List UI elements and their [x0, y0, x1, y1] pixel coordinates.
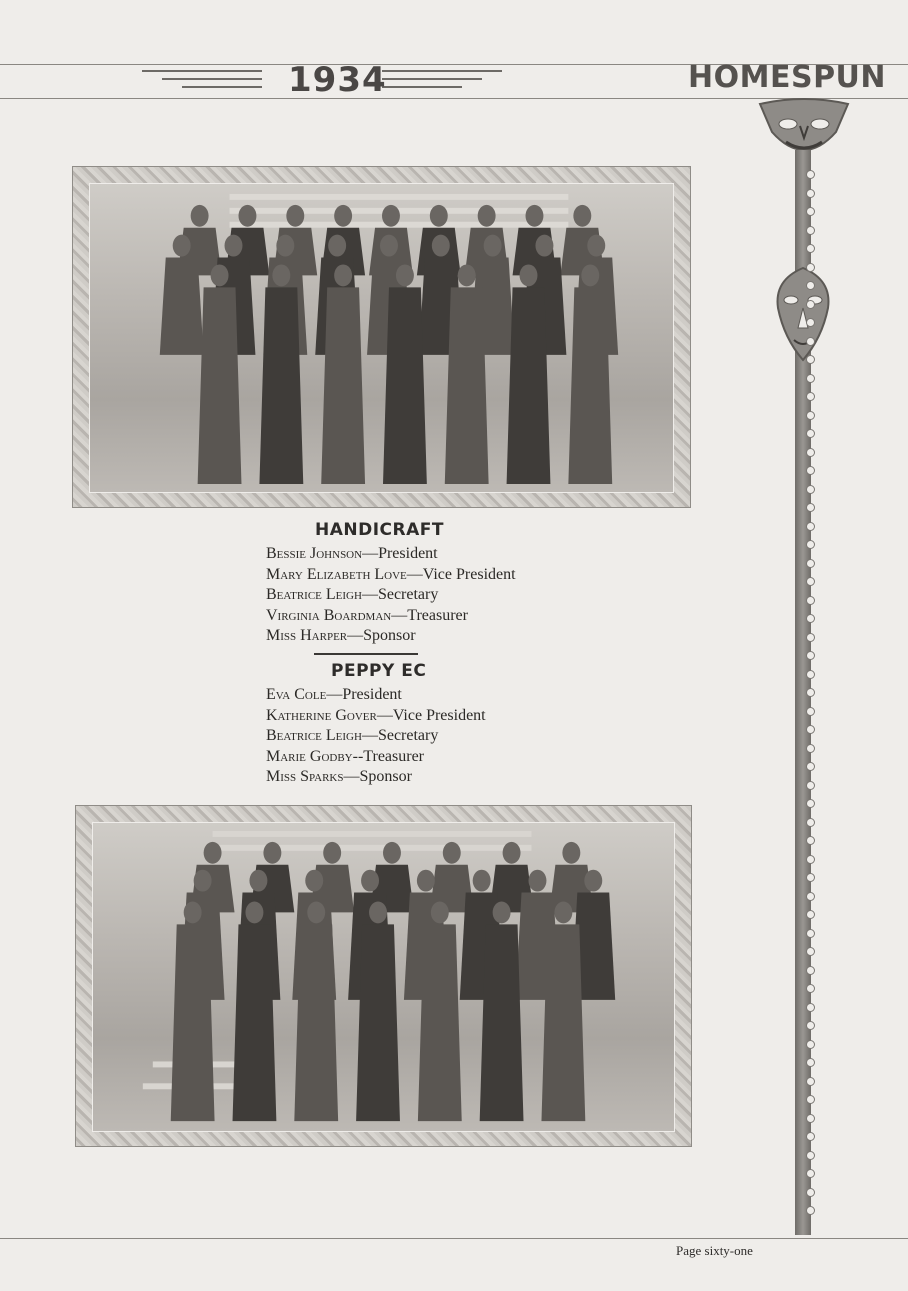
officer-entry	[266, 767, 486, 788]
bead-ornament	[806, 263, 815, 272]
officer-role: Sponsor	[359, 768, 412, 786]
bead-ornament	[806, 725, 815, 734]
person-silhouette	[382, 205, 400, 227]
bead-ornament	[806, 762, 815, 771]
officer-entry	[266, 706, 486, 727]
person-silhouette	[431, 901, 449, 923]
officer-separator: —	[391, 606, 408, 624]
bead-ornament	[806, 781, 815, 790]
peppy-ec-group-photo	[75, 805, 692, 1147]
person-silhouette	[493, 901, 511, 923]
officer-separator: —	[376, 706, 393, 724]
person-silhouette	[480, 924, 524, 1121]
officer-name: Eva Cole	[266, 686, 327, 703]
bead-ornament	[806, 318, 815, 327]
bead-ornament	[806, 1132, 815, 1141]
person-silhouette	[233, 924, 277, 1121]
officer-entry	[266, 626, 516, 647]
bead-ornament	[806, 966, 815, 975]
totem-face-icon	[772, 266, 834, 362]
bead-ornament	[806, 947, 815, 956]
officer-role: Secretary	[377, 586, 439, 604]
person-silhouette	[430, 205, 448, 227]
officer-name: Marie Godby	[266, 747, 353, 765]
photo-silhouettes	[90, 184, 673, 492]
bead-ornament	[806, 688, 815, 697]
bead-ornament	[806, 170, 815, 179]
bead-ornament	[806, 300, 815, 309]
bead-ornament	[806, 1040, 815, 1049]
bead-ornament	[806, 744, 815, 753]
officer-name: Bessie Johnson	[266, 545, 363, 562]
bead-ornament	[806, 355, 815, 364]
person-silhouette	[573, 205, 591, 227]
officer-role: Vice President	[392, 706, 486, 724]
header-stripe	[182, 86, 262, 88]
person-silhouette	[396, 264, 414, 286]
person-silhouette	[361, 870, 379, 892]
officer-separator: —	[347, 627, 364, 645]
officer-name: Miss Sparks	[266, 768, 344, 786]
bead-ornament	[806, 633, 815, 642]
bead-ornament	[806, 281, 815, 290]
person-silhouette	[554, 901, 572, 923]
person-silhouette	[380, 235, 398, 257]
bead-ornament	[806, 466, 815, 475]
bead-ornament	[806, 1114, 815, 1123]
bead-ornament	[806, 707, 815, 716]
officer-name: Miss Harper	[266, 627, 348, 645]
officer-name: Mary Elizabeth Love	[266, 565, 407, 583]
bead-ornament	[806, 337, 815, 346]
bead-ornament	[806, 910, 815, 919]
page-number: Page sixty-one	[676, 1243, 753, 1258]
bead-ornament	[806, 1095, 815, 1104]
officer-separator: —	[343, 768, 360, 786]
person-silhouette	[263, 842, 281, 864]
person-silhouette	[535, 235, 553, 257]
bead-ornament	[806, 929, 815, 938]
bead-ornament	[806, 374, 815, 383]
person-silhouette	[562, 842, 580, 864]
person-silhouette	[473, 870, 491, 892]
person-silhouette	[418, 924, 462, 1121]
handicraft-group-photo	[72, 166, 691, 508]
person-silhouette	[272, 264, 290, 286]
person-silhouette	[445, 287, 489, 484]
photo-image	[92, 822, 675, 1132]
header-stripe	[382, 78, 482, 80]
bead-ornament	[806, 670, 815, 679]
person-silhouette	[526, 205, 544, 227]
header-stripe	[162, 78, 262, 80]
person-silhouette	[507, 287, 551, 484]
person-silhouette	[432, 235, 450, 257]
section-divider	[314, 653, 418, 655]
officer-entry	[266, 726, 486, 747]
officer-entry	[266, 544, 516, 565]
bead-ornament	[806, 503, 815, 512]
officer-entry	[266, 685, 486, 706]
person-silhouette	[276, 235, 294, 257]
bead-ornament	[806, 1206, 815, 1215]
person-silhouette	[587, 235, 605, 257]
bead-ornament	[806, 522, 815, 531]
bead-ornament	[806, 448, 815, 457]
bead-ornament	[806, 577, 815, 586]
person-silhouette	[328, 235, 346, 257]
officer-name: Katherine Gover	[266, 706, 377, 724]
bead-ornament	[806, 836, 815, 845]
person-silhouette	[307, 901, 325, 923]
bead-ornament	[806, 1003, 815, 1012]
photo-silhouettes	[93, 823, 674, 1131]
bead-ornament	[806, 1188, 815, 1197]
person-silhouette	[321, 287, 365, 484]
footer-rule	[0, 1238, 908, 1239]
header-year: 1934	[288, 60, 387, 100]
officer-entry	[266, 565, 516, 586]
person-silhouette	[204, 842, 222, 864]
handicraft-officer-list	[266, 544, 516, 647]
bead-ornament	[806, 207, 815, 216]
officer-separator: —	[362, 545, 379, 562]
person-silhouette	[334, 264, 352, 286]
bead-ornament	[806, 559, 815, 568]
bead-ornament	[806, 855, 815, 864]
header-stripe	[382, 70, 502, 72]
person-silhouette	[458, 264, 476, 286]
person-silhouette	[171, 924, 215, 1121]
person-silhouette	[478, 205, 496, 227]
person-silhouette	[584, 870, 602, 892]
bead-ornament	[806, 799, 815, 808]
officer-separator: —	[326, 686, 343, 703]
bead-ornament	[806, 392, 815, 401]
officer-name: Virginia Boardman	[266, 606, 392, 624]
person-silhouette	[581, 264, 599, 286]
bead-ornament	[806, 226, 815, 235]
officer-role: Treasurer	[407, 606, 468, 624]
officer-separator: —	[361, 727, 378, 745]
person-silhouette	[286, 205, 304, 227]
person-silhouette	[484, 235, 502, 257]
person-silhouette	[245, 901, 263, 923]
bead-ornament	[806, 818, 815, 827]
peppy-ec-officer-list	[266, 685, 486, 788]
person-silhouette	[259, 287, 303, 484]
bead-ornament	[806, 596, 815, 605]
bead-ornament	[806, 873, 815, 882]
header-stripe	[142, 70, 262, 72]
person-silhouette	[211, 264, 229, 286]
officer-role: Sponsor	[363, 627, 416, 645]
officer-name: Beatrice Leigh	[266, 586, 362, 604]
header-title: HOMESPUN	[688, 60, 887, 95]
officer-separator: —	[361, 586, 378, 604]
person-silhouette	[520, 264, 538, 286]
officer-role: Treasurer	[363, 747, 425, 765]
club-heading-handicraft: HANDICRAFT	[315, 520, 444, 540]
person-silhouette	[334, 205, 352, 227]
officer-role: President	[342, 686, 402, 703]
officer-entry	[266, 606, 516, 627]
person-silhouette	[541, 924, 585, 1121]
person-silhouette	[369, 901, 387, 923]
bead-ornament	[806, 892, 815, 901]
person-silhouette	[529, 870, 547, 892]
person-silhouette	[383, 287, 427, 484]
person-silhouette	[356, 924, 400, 1121]
person-silhouette	[173, 235, 191, 257]
officer-separator: --	[352, 747, 364, 765]
person-silhouette	[225, 235, 243, 257]
person-silhouette	[238, 205, 256, 227]
bead-ornament	[806, 1058, 815, 1067]
bead-ornament	[806, 614, 815, 623]
person-silhouette	[568, 287, 612, 484]
bead-ornament	[806, 1021, 815, 1030]
bead-ornament	[806, 1169, 815, 1178]
person-silhouette	[305, 870, 323, 892]
bead-ornament	[806, 540, 815, 549]
bead-ornament	[806, 1077, 815, 1086]
header-stripe	[382, 86, 462, 88]
person-silhouette	[294, 924, 338, 1121]
person-silhouette	[249, 870, 267, 892]
person-silhouette	[443, 842, 461, 864]
person-silhouette	[194, 870, 212, 892]
bead-ornament	[806, 984, 815, 993]
officer-entry	[266, 747, 486, 768]
officer-role: President	[378, 545, 438, 562]
officer-separator: —	[406, 565, 423, 583]
bead-ornament	[806, 244, 815, 253]
bead-ornament	[806, 485, 815, 494]
bead-ornament	[806, 411, 815, 420]
photo-image	[89, 183, 674, 493]
person-silhouette	[417, 870, 435, 892]
officer-role: Vice President	[422, 565, 516, 583]
person-silhouette	[184, 901, 202, 923]
officer-name: Beatrice Leigh	[266, 727, 362, 745]
person-silhouette	[323, 842, 341, 864]
person-silhouette	[503, 842, 521, 864]
officer-role: Secretary	[377, 727, 439, 745]
officer-entry	[266, 585, 516, 606]
bead-ornament	[806, 651, 815, 660]
person-silhouette	[198, 287, 242, 484]
bead-ornament	[806, 1151, 815, 1160]
person-silhouette	[383, 842, 401, 864]
person-silhouette	[191, 205, 209, 227]
bead-ornament	[806, 189, 815, 198]
club-heading-peppy-ec: PEPPY EC	[331, 661, 427, 681]
person-silhouette	[160, 258, 204, 355]
bead-ornament	[806, 429, 815, 438]
